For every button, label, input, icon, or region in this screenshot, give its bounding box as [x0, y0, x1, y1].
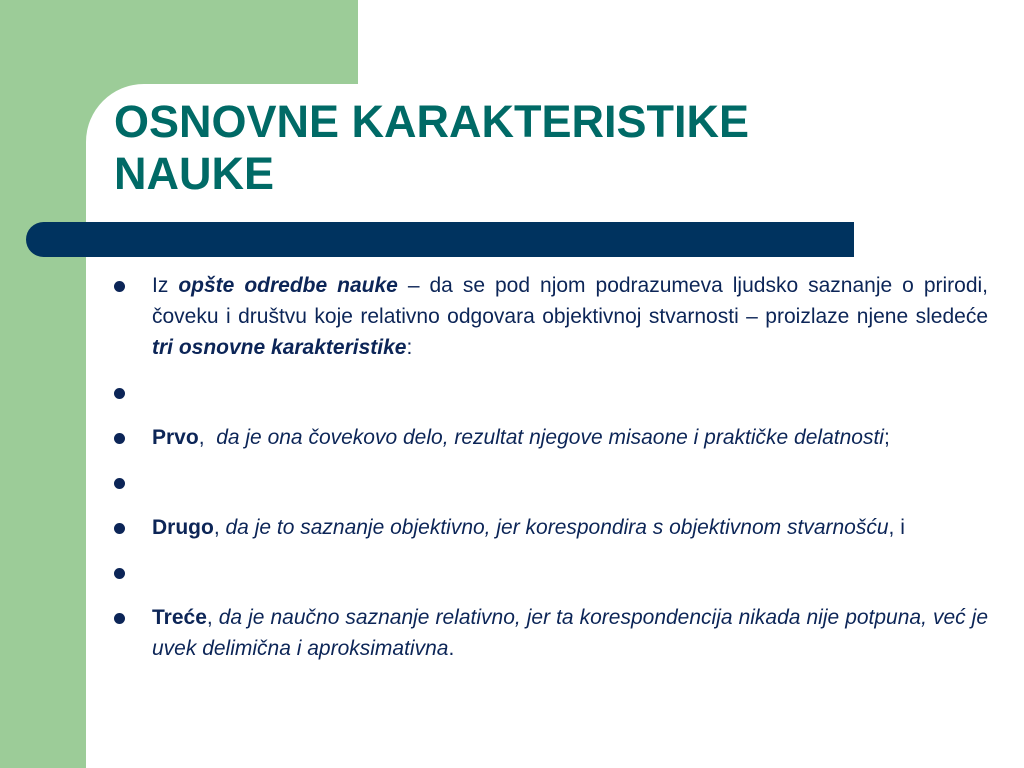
- first-label: Prvo: [152, 426, 199, 449]
- second-label: Drugo: [152, 516, 214, 539]
- white-top-area: [358, 0, 1024, 84]
- bullet-item-third: [110, 602, 988, 664]
- bullet-dot-icon: [114, 523, 125, 534]
- second-sep: ,: [213, 516, 226, 539]
- intro-text-1: Iz: [152, 274, 179, 297]
- bullet-dot-icon: [114, 388, 125, 399]
- first-end: ;: [883, 426, 890, 449]
- bullet-dot-icon: [114, 568, 125, 579]
- intro-text-2: – da se pod njom podrazumeva ljudsko saznanje o prirodi, čoveku i društvu koje relativno odgovara objektivnoj stvarnosti – proizlaze njene sledeće: [152, 274, 989, 328]
- third-sep: ,: [206, 606, 219, 629]
- second-text: da je to saznanje objektivno, jer korespondira s objektivnom stvarnošću: [225, 516, 889, 539]
- title-line-2: NAUKE: [114, 148, 275, 199]
- title-divider-bar: [26, 222, 854, 257]
- bullet-item-intro: [110, 270, 988, 363]
- intro-emphasis-2: tri osnovne karakteristike: [152, 336, 407, 359]
- bullet-item-empty-3: [110, 557, 988, 588]
- first-sep: ,: [198, 426, 217, 449]
- intro-text-3: :: [406, 336, 413, 359]
- third-label: Treće: [152, 606, 207, 629]
- bullet-dot-icon: [114, 433, 125, 444]
- bullet-item-first: [110, 422, 988, 453]
- bullet-item-empty-2: [110, 467, 988, 498]
- title-line-1: OSNOVNE KARAKTERISTIKE: [114, 96, 750, 147]
- slide-title: [114, 96, 994, 200]
- green-left-strip: [0, 0, 86, 768]
- bullet-dot-icon: [114, 478, 125, 489]
- bullet-list: [110, 270, 988, 678]
- intro-emphasis-1: opšte odredbe nauke: [178, 274, 398, 297]
- third-text: da je naučno saznanje relativno, jer ta korespondencija nikada nije potpuna, već je uvek delimična i aproksimativna: [152, 606, 988, 660]
- bullet-item-empty-1: [110, 377, 988, 408]
- bullet-item-second: [110, 512, 988, 543]
- bullet-dot-icon: [114, 613, 125, 624]
- third-end: .: [448, 637, 455, 660]
- bullet-dot-icon: [114, 281, 125, 292]
- first-text: da je ona čovekovo delo, rezultat njegove misaone i praktičke delatnosti: [216, 426, 884, 449]
- second-end: , i: [888, 516, 905, 539]
